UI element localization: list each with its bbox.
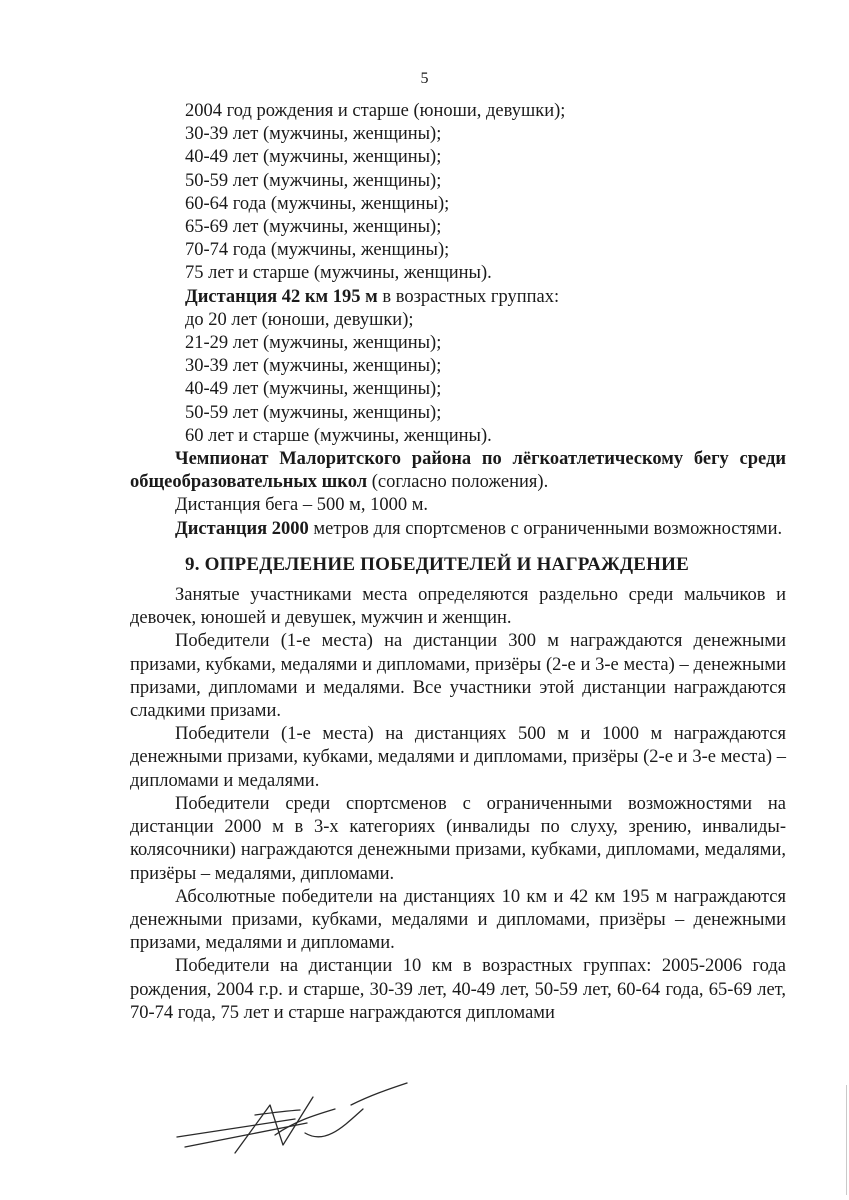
paragraph-2000-rest: метров для спортсменов с ограниченными возможностями. xyxy=(308,518,783,539)
scan-edge-line xyxy=(846,1085,847,1195)
list-item: 65-69 лет (мужчины, женщины); xyxy=(185,217,442,238)
list-item: 50-59 лет (мужчины, женщины); xyxy=(185,170,442,191)
paragraph: Занятые участниками места определяются раздельно среди мальчиков и девочек, юношей и девушек, мужчин и женщин. xyxy=(130,585,786,629)
paragraph-2000 xyxy=(130,518,786,541)
page-number: 5 xyxy=(420,70,429,87)
document-body xyxy=(130,100,786,1025)
paragraph: Победители (1-е места) на дистанции 300 м награждаются денежными призами, кубками, медалями и дипломами, призёры (2-е и 3-е места) – денежными призами, дипломами и медалями. Все участники этой дистанции награждаются сладкими призами. xyxy=(130,631,786,722)
list-item: 30-39 лет (мужчины, женщины); xyxy=(185,124,442,145)
marathon-heading-rest: в возрастных группах: xyxy=(377,286,560,307)
paragraph: Абсолютные победители на дистанциях 10 км и 42 км 195 м награждаются денежными призами, кубками, медалями и дипломами, призёры – денежными призами, медалями и дипломами. xyxy=(130,886,786,954)
list-item: 60 лет и старше (мужчины, женщины). xyxy=(185,425,492,446)
handwritten-signature xyxy=(175,1075,415,1165)
paragraph: Победители на дистанции 10 км в возрастных группах: 2005-2006 года рождения, 2004 г.р. и старше, 30-39 лет, 40-49 лет, 50-59 лет, 60-64 года, 65-69 лет, 70-74 года, 75 лет и старше награждаются дипломами xyxy=(130,956,786,1023)
championship-distance: Дистанция бега – 500 м, 1000 м. xyxy=(175,495,429,516)
paragraph: Победители (1-е места) на дистанциях 500 м и 1000 м награждаются денежными призами, кубками, медалями и дипломами, призёры (2-е и 3-е места) – дипломами и медалями. xyxy=(130,724,786,791)
age-groups-10km-list xyxy=(130,100,786,286)
marathon-heading xyxy=(130,286,786,309)
list-item: 50-59 лет (мужчины, женщины); xyxy=(185,402,442,423)
list-item: 40-49 лет (мужчины, женщины); xyxy=(185,379,442,400)
list-item: 70-74 года (мужчины, женщины); xyxy=(185,240,450,261)
section-heading: 9. ОПРЕДЕЛЕНИЕ ПОБЕДИТЕЛЕЙ И НАГРАЖДЕНИЕ xyxy=(185,553,690,575)
list-item: 60-64 года (мужчины, женщины); xyxy=(185,193,450,214)
list-item: 21-29 лет (мужчины, женщины); xyxy=(185,333,442,354)
list-item: 40-49 лет (мужчины, женщины); xyxy=(185,147,442,168)
paragraph-2000-bold: Дистанция 2000 xyxy=(175,518,309,539)
championship-paragraph xyxy=(130,448,786,494)
list-item: 2004 год рождения и старше (юноши, девушки); xyxy=(185,101,566,121)
age-groups-marathon-list xyxy=(130,309,786,448)
list-item: до 20 лет (юноши, девушки); xyxy=(185,309,414,330)
list-item: 75 лет и старше (мужчины, женщины). xyxy=(185,263,492,284)
paragraph: Победители среди спортсменов с ограниченными возможностями на дистанции 2000 м в 3-х категориях (инвалиды по слуху, зрению, инвалиды-колясочники) награждаются денежными призами, кубками, дипломами, медалями, призёры – медалями, дипломами. xyxy=(130,793,786,884)
marathon-heading-bold: Дистанция 42 км 195 м xyxy=(185,286,378,307)
championship-rest: (согласно положения). xyxy=(367,472,549,493)
championship-bold: Чемпионат Малоритского района по лёгкоатлетическому бегу среди общеобразовательных школ xyxy=(130,449,786,493)
list-item: 30-39 лет (мужчины, женщины); xyxy=(185,356,442,377)
